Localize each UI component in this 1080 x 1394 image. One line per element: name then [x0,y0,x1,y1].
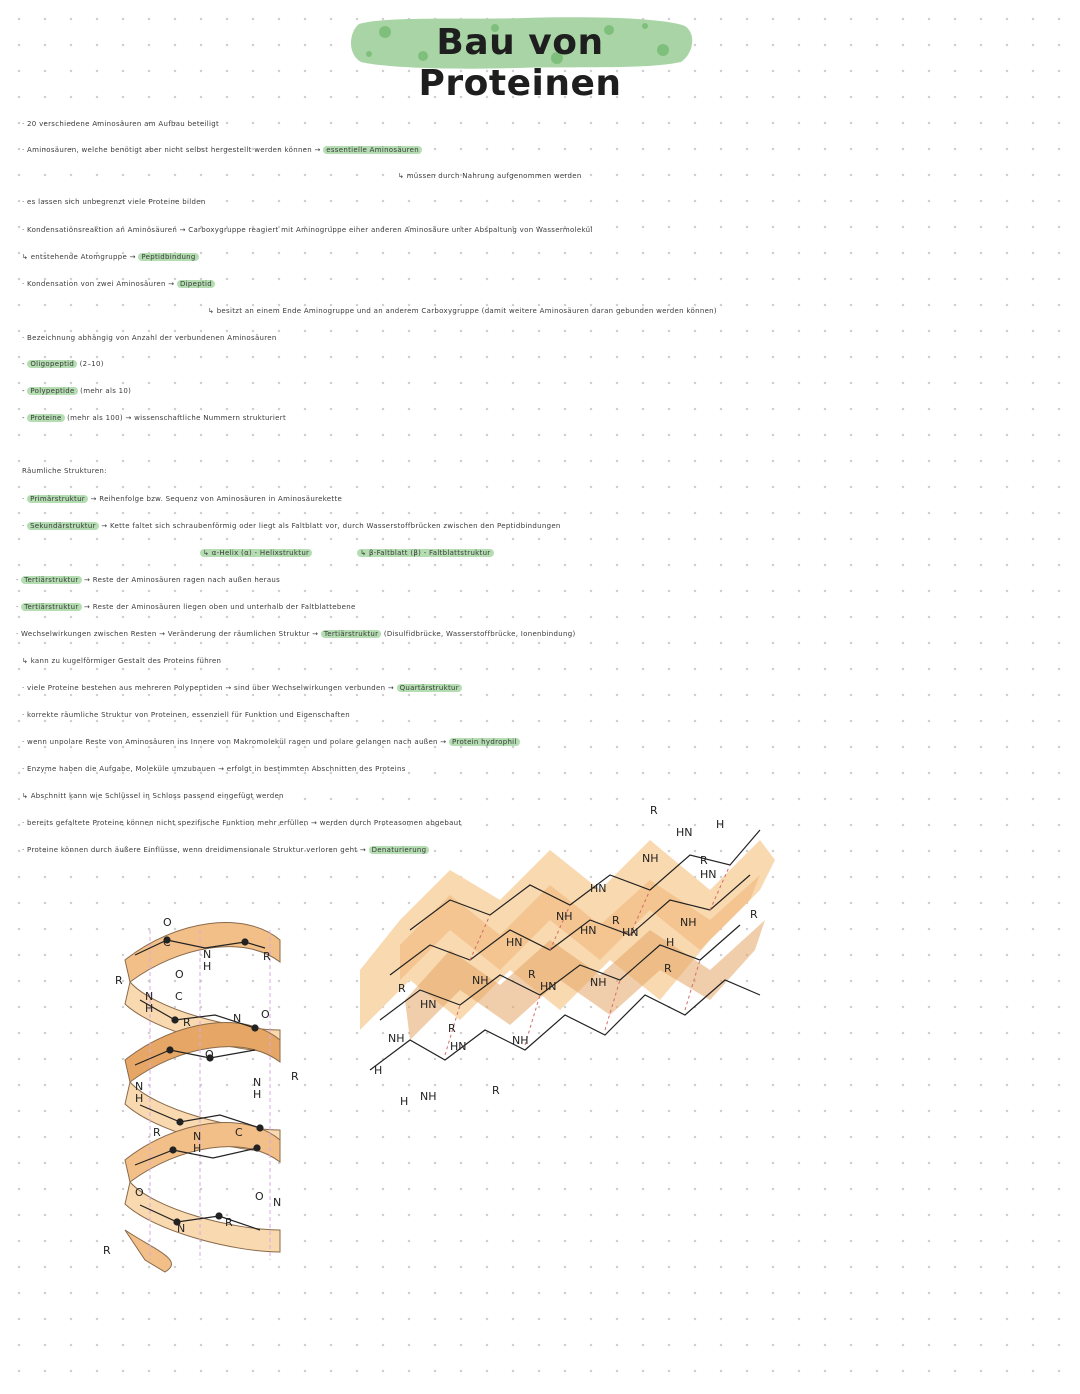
note-line: · Bezeichnung abhängig von Anzahl der verbundenen Aminosäuren [22,334,277,342]
sheet-label-nh: NH [420,1090,437,1103]
helix-label-r: R [263,950,271,963]
note-line: - Oligopeptid (2–10) [22,360,104,368]
beta-sheet-figure [350,800,780,1140]
helix-label-o: O [175,968,184,981]
helix-label-n: N [193,1130,202,1143]
note-line: · bereits gefaltete Proteine können nicht spezifische Funktion mehr erfüllen → werden durch Proteasomen abgebaut [22,819,462,827]
note-line: ↳ α-Helix (α) - Helixstruktur ↳ β-Faltblatt (β) - Faltblattstruktur [200,548,494,558]
sheet-label-r: R [612,914,620,927]
helix-label-h: H [253,1088,262,1101]
helix-label-n: N [203,948,212,961]
helix-label-o: O [255,1190,264,1203]
note-line: · Enzyme haben die Aufgabe, Moleküle umzubauen → erfolgt in bestimmten Abschnitten des Proteins [22,765,406,773]
helix-label-c: C [175,990,183,1003]
note-line: · Tertiärstruktur → Reste der Aminosäuren liegen oben und unterhalb der Faltblattebene [16,603,356,611]
note-line: · korrekte räumliche Struktur von Proteinen, essenziell für Funktion und Eigenschaften [22,711,350,719]
sheet-label-h: H [716,818,725,831]
note-line: ↳ müssen durch Nahrung aufgenommen werden [398,172,582,180]
note-line: · Tertiärstruktur → Reste der Aminosäuren ragen nach außen heraus [16,576,281,584]
sheet-label-hn: HN [506,936,523,949]
helix-label-r: R [291,1070,299,1083]
note-line: · Sekundärstruktur → Kette faltet sich schraubenförmig oder liegt als Faltblatt vor, durch Wasserstoffbrücken zwischen den Peptidbindungen [22,522,561,530]
helix-label-r: R [153,1126,161,1139]
helix-label-o: O [261,1008,270,1021]
note-line: · es lassen sich unbegrenzt viele Proteine bilden [22,198,206,206]
sheet-label-r: R [650,804,658,817]
helix-label-r: R [183,1016,191,1029]
sheet-label-nh: NH [556,910,573,923]
sheet-label-r: R [664,962,672,975]
sheet-label-nh: NH [472,974,489,987]
helix-label-n: N [135,1080,144,1093]
helix-label-r: R [115,974,123,987]
note-line: · Wechselwirkungen zwischen Resten → Veränderung der räumlichen Struktur → Tertiärstruktur (Disulfidbrücke, Wasserstoffbrücke, Ionenbindung) [16,630,576,638]
helix-label-n: N [177,1222,186,1235]
sheet-label-nh: NH [388,1032,405,1045]
sheet-label-h: H [666,936,675,949]
sheet-label-r: R [750,908,758,921]
title-banner [345,14,695,104]
helix-label-c: C [163,936,171,949]
helix-label-r: R [225,1216,233,1229]
helix-label-n: N [233,1012,242,1025]
note-line: ↳ besitzt an einem Ende Aminogruppe und an anderem Carboxygruppe (damit weitere Aminosäuren daran gebunden werden können) [208,307,717,315]
helix-label-c: C [235,1126,243,1139]
sheet-label-nh: NH [680,916,697,929]
helix-label-r: R [103,1244,111,1257]
sheet-label-h: H [374,1064,383,1077]
helix-label-o: O [205,1048,214,1061]
sheet-label-nh: NH [512,1034,529,1047]
note-line: · Kondensationsreaktion an Aminosäuren → Carboxygruppe reagiert mit Aminogruppe einer anderen Aminosäure unter Abspaltung von Wassermolekül [22,226,593,234]
sheet-label-h: H [400,1095,409,1108]
note-line: · Kondensation von zwei Aminosäuren → Dipeptid [22,279,215,289]
sheet-label-hn: HN [622,926,639,939]
note-line: - Proteine (mehr als 100) → wissenschaftliche Nummern strukturiert [22,414,286,422]
alpha-helix-figure [95,900,305,1280]
section-heading: Räumliche Strukturen: [22,467,107,475]
sheet-label-r: R [700,854,708,867]
note-line: - Polypeptide (mehr als 10) [22,387,132,395]
helix-label-n: N [145,990,154,1003]
note-line: · viele Proteine bestehen aus mehreren Polypeptiden → sind über Wechselwirkungen verbunden → Quartärstruktur [22,683,462,693]
note-line: · wenn unpolare Reste von Aminosäuren ins Innere von Makromolekül ragen und polare gelangen nach außen → Protein hydrophil [22,737,520,747]
sheet-label-r: R [492,1084,500,1097]
sheet-label-hn: HN [590,882,607,895]
helix-label-h: H [145,1002,154,1015]
helix-label-n: N [273,1196,282,1209]
page-title: Bau von Proteinen [418,22,622,104]
note-line: ↳ Abschnitt kann wie Schlüssel in Schloss passend eingefügt werden [22,792,284,800]
note-line: · Primärstruktur → Reihenfolge bzw. Sequenz von Aminosäuren in Aminosäurekette [22,495,343,503]
note-line: ↳ kann zu kugelförmiger Gestalt des Proteins führen [22,657,222,665]
sheet-label-r: R [528,968,536,981]
helix-label-h: H [203,960,212,973]
helix-label-o: O [135,1186,144,1199]
helix-label-o: O [163,916,172,929]
note-line: · Proteine können durch äußere Einflüsse, wenn dreidimensionale Struktur verloren geht → Denaturierung [22,845,429,855]
sheet-label-r: R [398,982,406,995]
note-line: · 20 verschiedene Aminosäuren am Aufbau beteiligt [22,120,220,128]
note-line: ↳ entstehende Atomgruppe → Peptidbindung [22,252,199,262]
sheet-label-nh: NH [642,852,659,865]
sheet-label-hn: HN [540,980,557,993]
helix-label-h: H [193,1142,202,1155]
sheet-label-r: R [448,1022,456,1035]
sheet-label-hn: HN [420,998,437,1011]
sheet-label-hn: HN [580,924,597,937]
helix-label-n: N [253,1076,262,1089]
helix-label-h: H [135,1092,144,1105]
sheet-label-nh: NH [590,976,607,989]
note-line: · Aminosäuren, welche benötigt aber nicht selbst hergestellt werden können → essentielle Aminosäuren [22,145,422,155]
sheet-label-hn: HN [700,868,717,881]
sheet-label-hn: HN [676,826,693,839]
sheet-label-hn: HN [450,1040,467,1053]
